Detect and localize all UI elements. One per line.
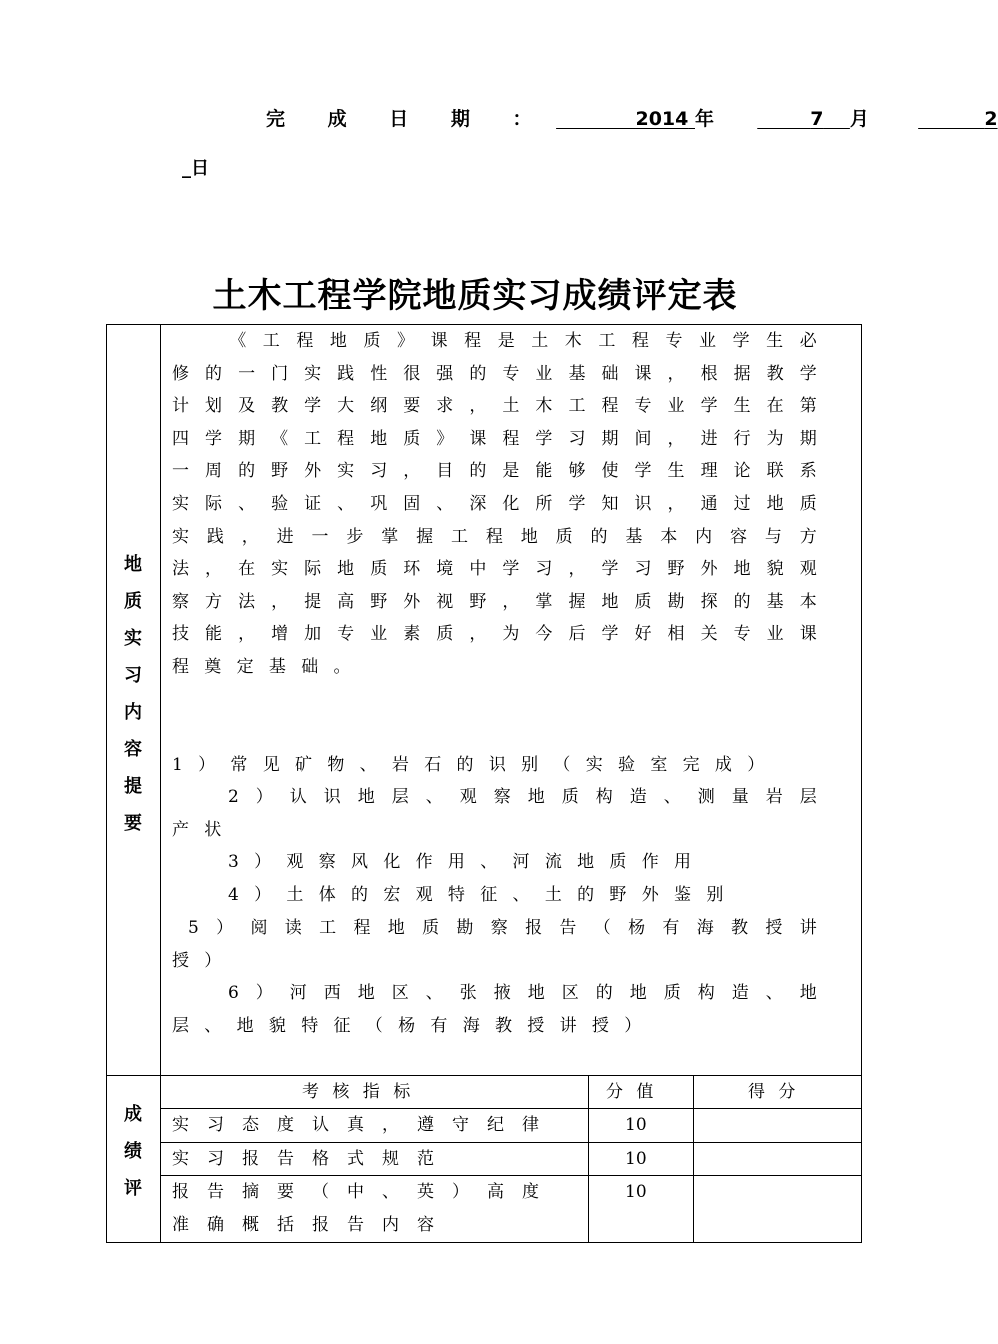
row-score[interactable] — [700, 1143, 850, 1176]
header-value: 分 值 — [606, 1082, 658, 1102]
content-item: 3）观察风化作用、河流地质作用 — [228, 852, 707, 872]
header-indicator: 考 核 指 标 — [302, 1082, 415, 1102]
content-item: 1）常见矿物、岩石的识别（实验室完成） — [172, 754, 780, 775]
content-section-label: 地 质 实 习 内 容 提 要 — [124, 554, 142, 834]
row-value: 10 — [625, 1149, 647, 1169]
completion-date-month: 7 — [810, 108, 824, 130]
row-indicator: 报告摘要（中、英）高度准确概括报告内容 — [172, 1182, 557, 1235]
completion-date-year: 2014 — [635, 108, 689, 130]
completion-date-day: 2 — [984, 108, 998, 130]
row-score[interactable] — [700, 1176, 850, 1236]
completion-date — [266, 104, 998, 131]
content-item: 2）认识地层、观察地质构造、测量岩层产状 — [172, 787, 832, 840]
value-column-divider — [588, 1075, 589, 1242]
page-title: 土木工程学院地质实习成绩评定表 — [212, 276, 738, 316]
score-column-divider — [693, 1075, 694, 1242]
content-item: 6）河西地区、张掖地区的地质构造、地层、地貌特征（杨有海教授讲授） — [172, 983, 832, 1036]
row-value: 10 — [625, 1115, 647, 1135]
row-indicator: 实习态度认真，遵守纪律 — [172, 1115, 557, 1135]
content-intro: 《工程地质》课程是土木工程专业学生必修的一门实践性很强的专业基础课，根据教学计划及教学大纲要求，土木工程专业学生在第四学期《工程地质》课程学习期间，进行为期一周的野外实习，目的是能够使学生理论联系实际、验证、巩固、深化所学知识，通过地质实践，进一步掌握工程地质的基本内容与方法，在实际地质环境中学习，学习野外地貌观察方法，提高野外视野，掌握地质勘探的基本技能，增加专业素质，为今后学好相关专业课程奠定基础。 — [172, 331, 832, 677]
row-indicator: 实习报告格式规范 — [172, 1149, 452, 1169]
completion-date-day-unit: _日 — [182, 158, 209, 179]
row-score[interactable] — [700, 1109, 850, 1142]
score-section-label: 成 绩 评 — [124, 1104, 142, 1199]
content-item: 4）土体的宏观特征、土的野外鉴别 — [228, 885, 739, 905]
content-item: 5）阅读工程地质勘察报告（杨有海教授讲授） — [172, 918, 832, 971]
header-score: 得 分 — [748, 1082, 800, 1102]
completion-date-year-unit: 年 — [695, 108, 715, 130]
label-column-divider — [160, 324, 161, 1242]
completion-date-month-unit: 月 — [849, 108, 869, 130]
completion-date-label: 完 成 日 期 ： — [266, 108, 550, 130]
row-value: 10 — [625, 1182, 647, 1202]
